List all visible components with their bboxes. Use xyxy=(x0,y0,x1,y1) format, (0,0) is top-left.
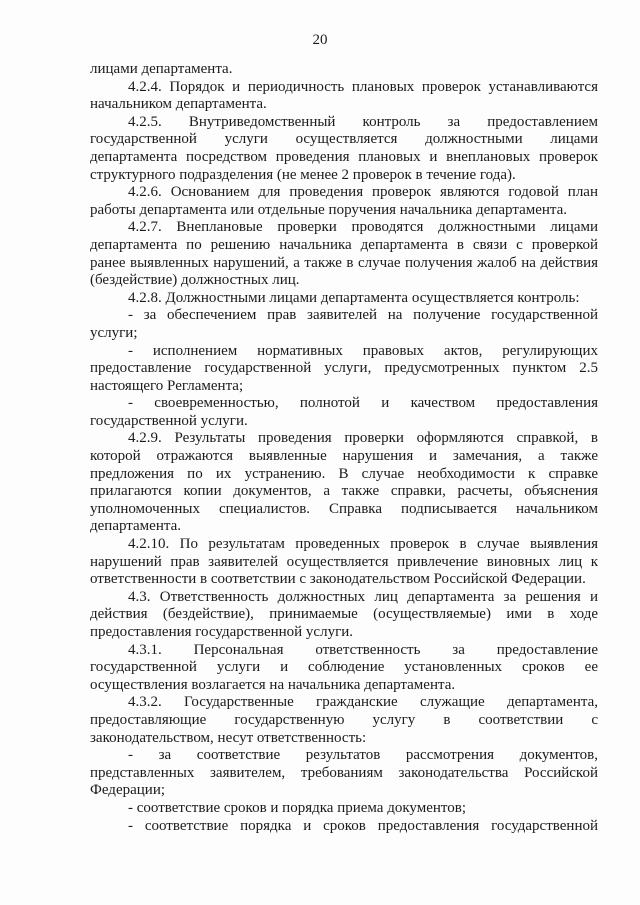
text-line: 4.2.6. Основанием для проведения проверок являются годовой план xyxy=(128,184,598,201)
text-line: 4.3.2. Государственные гражданские служащие департамента, xyxy=(128,694,598,711)
text-line: 4.2.4. Порядок и периодичность плановых проверок устанавливаются xyxy=(128,78,598,95)
text-line: государственной услуги и соблюдение установленных сроков ее xyxy=(90,659,598,676)
text-line: - за обеспечением прав заявителей на получение государственной xyxy=(128,307,598,324)
text-line: департамента посредством проведения плановых и внеплановых проверок xyxy=(90,148,598,165)
text-line: ранее выявленных нарушений, а также в случае получения жалоб на действия xyxy=(90,254,598,271)
text-line: которой отражаются выявленные нарушения и замечания, а также xyxy=(90,448,598,465)
text-line: 4.3. Ответственность должностных лиц департамента за решения и xyxy=(128,588,598,605)
text-line: законодательством, несут ответственность: xyxy=(90,729,367,746)
text-line: предложения по их устранению. В случае необходимости к справке xyxy=(90,465,598,482)
text-line: 4.2.10. По результатам проведенных проверок в случае выявления xyxy=(128,536,598,553)
text-line: прилагаются копии документов, а также справки, расчеты, объяснения xyxy=(90,483,598,500)
text-line: 4.2.7. Внеплановые проверки проводятся должностными лицами xyxy=(128,219,598,236)
text-line: представленных заявителем, требованиям законодательства Российской xyxy=(90,764,598,781)
text-line: предоставления государственной услуги. xyxy=(90,624,354,640)
text-line: осуществления возлагается на начальника департамента. xyxy=(90,676,456,693)
text-line: 4.2.9. Результаты проведения проверки оформляются справкой, в xyxy=(128,430,598,447)
text-line: 4.2.8. Должностными лицами департамента осуществляется контроль: xyxy=(128,289,580,306)
text-line: - своевременностью, полнотой и качеством предоставления xyxy=(128,395,598,412)
text-line: департамента. xyxy=(90,518,181,535)
text-line: - за соответствие результатов рассмотрения документов, xyxy=(128,747,598,764)
text-line: работы департамента или отдельные поручения начальника департамента. xyxy=(90,201,568,218)
text-line: услуги; xyxy=(90,324,138,341)
text-line: 4.2.5. Внутриведомственный контроль за предоставлением xyxy=(128,113,598,130)
text-line: государственной услуги осуществляется должностными лицами xyxy=(90,131,598,148)
text-line: лицами департамента. xyxy=(90,61,233,77)
text-line: 4.3.1. Персональная ответственность за предоставление xyxy=(128,641,598,658)
text-line: предоставление государственной услуги, предусмотренных пунктом 2.5 xyxy=(90,360,598,377)
text-line: - соответствие сроков и порядка приема документов; xyxy=(128,799,467,816)
text-line: - соответствие порядка и сроков предоставления государственной xyxy=(128,817,598,834)
text-line: настоящего Регламента; xyxy=(90,377,244,394)
text-line: департамента по решению начальника департамента в связи с проверкой xyxy=(90,236,598,253)
page-number: 20 xyxy=(312,32,328,48)
text-line: начальником департамента. xyxy=(90,96,267,113)
text-line: нарушений прав заявителей осуществляется привлечение виновных лиц к xyxy=(90,553,598,570)
text-line: - исполнением нормативных правовых актов, регулирующих xyxy=(128,342,598,359)
text-line: уполномоченных специалистов. Справка подписывается начальником xyxy=(90,500,598,517)
text-line: Федерации; xyxy=(90,782,166,799)
text-line: ответственности в соответствии с законодательством Российской Федерации. xyxy=(90,571,586,588)
text-line: государственной услуги. xyxy=(90,412,248,429)
document-body xyxy=(90,61,598,835)
text-line: предоставляющие государственную услугу в соответствии с xyxy=(90,711,598,728)
text-line: структурного подразделения (не менее 2 проверок в течение года). xyxy=(90,166,516,183)
text-line: (бездействие) должностных лиц. xyxy=(90,272,300,289)
text-line: действия (бездействие), принимаемые (осуществляемые) ими в ходе xyxy=(90,606,598,623)
